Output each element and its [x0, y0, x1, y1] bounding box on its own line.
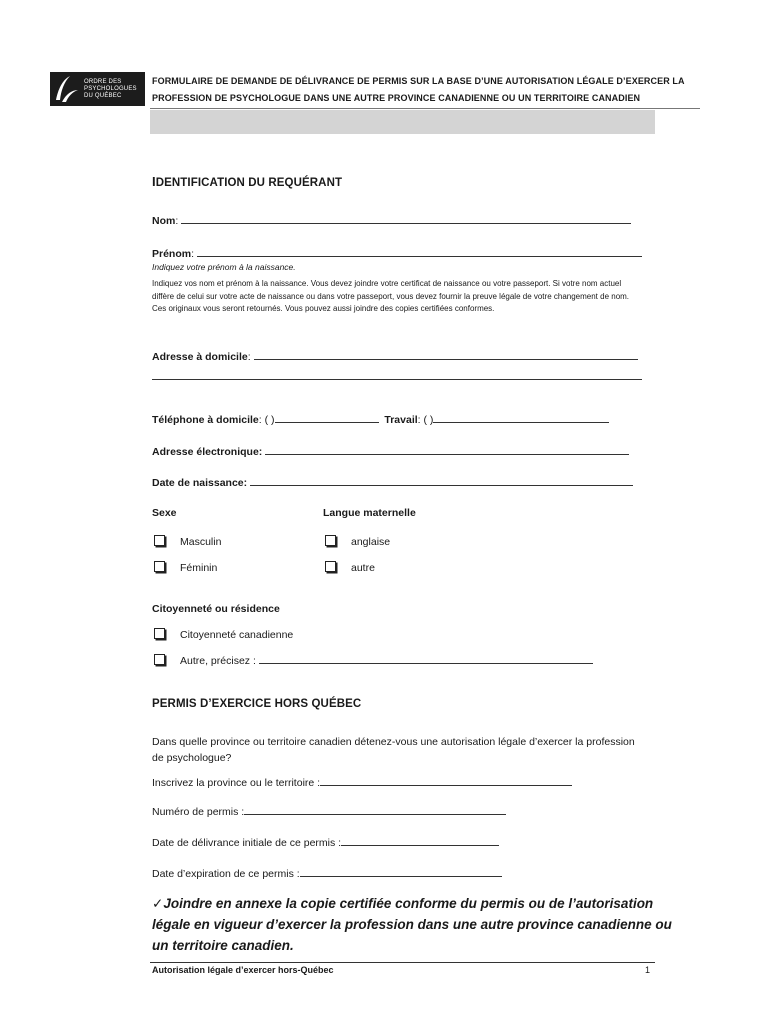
name-note: Indiquez vos nom et prénom à la naissance. Vous devez joindre votre certificat de naissance ou votre passeport. Si votre nom actuel diffère de celui sur votre acte de naissance ou dans votre passeport, vous devez fournir la preuve légale de votre changement de nom. Ces originaux vous seront retournés. Vous pouvez aussi joindre des copies certifiées conformes. — [152, 279, 630, 313]
prenom-field[interactable]: Prénom: — [152, 246, 642, 260]
province-line[interactable] — [320, 775, 572, 786]
delivrance-field[interactable]: Date de délivrance initiale de ce permis : — [152, 835, 499, 849]
adresse-line[interactable] — [254, 349, 638, 360]
footer-title: Autorisation légale d’exercer hors-Québec — [152, 965, 334, 975]
footer-divider — [150, 962, 655, 963]
checkbox[interactable] — [154, 535, 165, 546]
logo-text: ORDRE DES PSYCHOLOGUES DU QUÉBEC — [84, 78, 137, 99]
logo-mark-icon — [50, 72, 80, 106]
citoyennete-option-canadienne[interactable]: Citoyenneté canadienne — [154, 628, 293, 641]
sexe-label: Sexe — [152, 507, 177, 519]
adresse-line-2[interactable] — [152, 379, 642, 380]
page-number: 1 — [645, 965, 651, 975]
citoyennete-autre-line[interactable] — [259, 653, 593, 664]
travail-line[interactable] — [433, 412, 609, 423]
citoyennete-option-autre[interactable]: Autre, précisez : — [154, 653, 593, 667]
citoyennete-label: Citoyenneté ou résidence — [152, 603, 280, 615]
sexe-option-feminin[interactable]: Féminin — [154, 561, 217, 574]
prenom-hint: Indiquez votre prénom à la naissance. — [152, 262, 296, 272]
nom-line[interactable] — [181, 213, 631, 224]
email-field[interactable]: Adresse électronique: — [152, 444, 629, 458]
expiration-line[interactable] — [300, 866, 502, 877]
email-line[interactable] — [265, 444, 629, 455]
document-title: FORMULAIRE DE DEMANDE DE DÉLIVRANCE DE PERMIS SUR LA BASE D’UNE AUTORISATION LÉGALE D’EXERCER LA PROFESSION DE PSYCHOLOGUE DANS UNE AUTRE PROVINCE CANADIENNE OU UN TERRITOIRE CANADIEN — [152, 76, 685, 103]
logo — [50, 72, 145, 106]
header-divider — [150, 108, 700, 109]
checkbox[interactable] — [325, 535, 336, 546]
checkbox[interactable] — [154, 561, 165, 572]
prenom-line[interactable] — [197, 246, 642, 257]
sexe-option-masculin[interactable]: Masculin — [154, 535, 221, 548]
delivrance-line[interactable] — [341, 835, 499, 846]
identification-heading: IDENTIFICATION DU REQUÉRANT — [152, 174, 343, 189]
header-band — [150, 110, 655, 134]
dob-field[interactable]: Date de naissance: — [152, 475, 633, 489]
langue-option-anglaise[interactable]: anglaise — [325, 535, 390, 548]
nom-field[interactable]: Nom: — [152, 213, 631, 227]
permis-question: Dans quelle province ou territoire canadien détenez-vous une autorisation légale d’exercer la profession de psychologue? — [152, 736, 635, 764]
telephone-field[interactable]: Téléphone à domicile: ( ) Travail: ( ) — [152, 412, 609, 426]
checkmark-icon: ✓ — [152, 896, 164, 911]
numero-line[interactable] — [244, 804, 506, 815]
checkbox[interactable] — [154, 628, 165, 639]
expiration-field[interactable]: Date d’expiration de ce permis : — [152, 866, 502, 880]
province-field[interactable]: Inscrivez la province ou le territoire : — [152, 775, 572, 789]
langue-option-autre[interactable]: autre — [325, 561, 375, 574]
permis-heading: PERMIS D’EXERCICE HORS QUÉBEC — [152, 698, 362, 710]
annex-instruction: ✓Joindre en annexe la copie certifiée conforme du permis ou de l’autorisation légale en vigueur d’exercer la profession dans une autre province canadienne ou un territoire canadien. — [152, 896, 672, 953]
checkbox[interactable] — [325, 561, 336, 572]
numero-field[interactable]: Numéro de permis : — [152, 804, 506, 818]
adresse-field[interactable]: Adresse à domicile: — [152, 349, 638, 363]
langue-label: Langue maternelle — [323, 507, 416, 519]
checkbox[interactable] — [154, 654, 165, 665]
dob-line[interactable] — [250, 475, 633, 486]
telephone-line[interactable] — [275, 412, 379, 423]
